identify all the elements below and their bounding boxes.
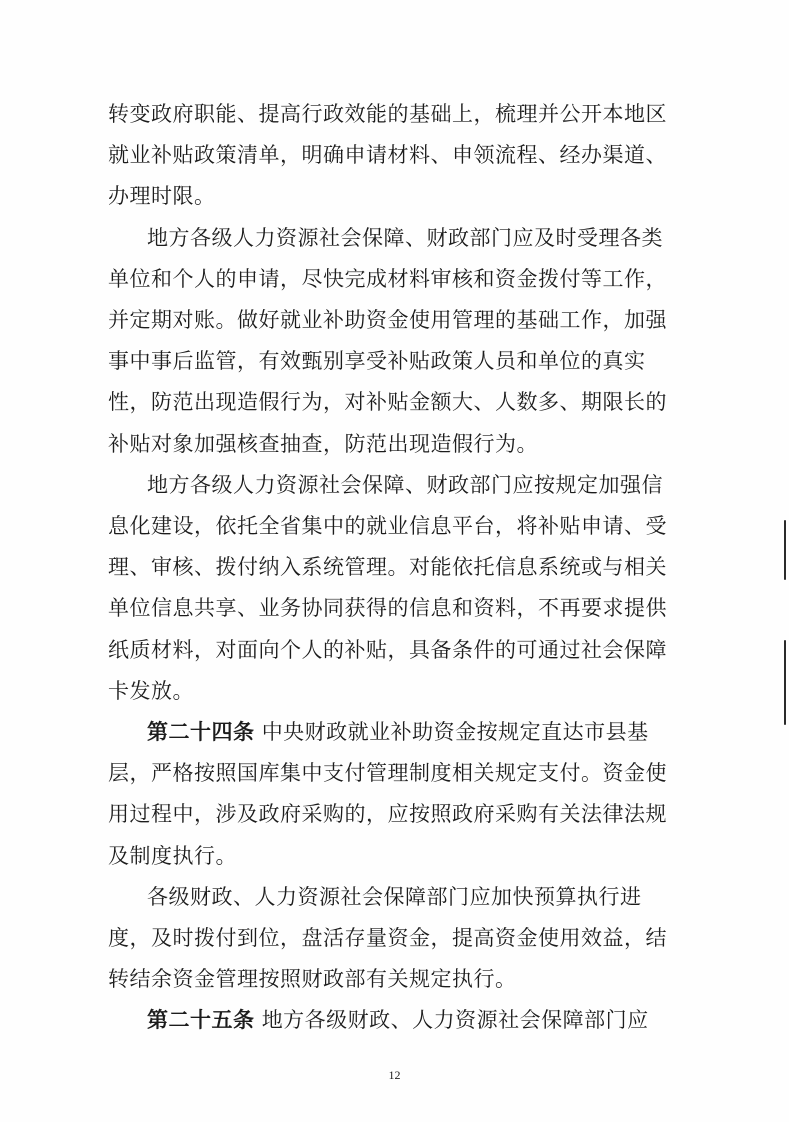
paragraph-line: 地方各级人力资源社会保障、财政部门应及时受理各类 xyxy=(147,226,663,250)
article-24-first-line xyxy=(147,719,673,745)
paragraph-line: 事中事后监管，有效甄别享受补贴政策人员和单位的真实 xyxy=(108,349,646,373)
paragraph-line: 地方各级财政、人力资源社会保障部门应 xyxy=(261,1008,649,1032)
paragraph-line: 补贴对象加强核查抽查，防范出现造假行为。 xyxy=(108,432,538,456)
paragraph-line: 单位和个人的申请，尽快完成材料审核和资金拨付等工作， xyxy=(108,267,667,291)
article-24-heading: 第二十四条 xyxy=(147,719,255,744)
paragraph-line: 性，防范出现造假行为，对补贴金额大、人数多、期限长的 xyxy=(108,390,667,414)
paragraph-line: 并定期对账。做好就业补助资金使用管理的基础工作，加强 xyxy=(108,308,667,332)
article-25-heading: 第二十五条 xyxy=(147,1007,255,1032)
paragraph-line: 各级财政、人力资源社会保障部门应加快预算执行进 xyxy=(147,885,642,909)
paragraph-line: 纸质材料，对面向个人的补贴，具备条件的可通过社会保障 xyxy=(108,638,667,662)
paragraph-line: 度，及时拨付到位，盘活存量资金，提高资金使用效益，结 xyxy=(108,926,667,950)
paragraph-line: 单位信息共享、业务协同获得的信息和资料，不再要求提供 xyxy=(108,596,667,620)
paragraph-line: 转变政府职能、提高行政效能的基础上，梳理并公开本地区 xyxy=(108,102,667,126)
paragraph-line: 层，严格按照国库集中支付管理制度相关规定支付。资金使 xyxy=(108,761,667,785)
paragraph-line: 办理时限。 xyxy=(108,184,216,208)
paragraph-line: 中央财政就业补助资金按规定直达市县基 xyxy=(261,720,649,744)
scan-edge-mark xyxy=(784,640,786,725)
paragraph-line: 卡发放。 xyxy=(108,679,194,703)
paragraph-line: 息化建设，依托全省集中的就业信息平台，将补贴申请、受 xyxy=(108,514,667,538)
paragraph-line: 就业补贴政策清单，明确申请材料、申领流程、经办渠道、 xyxy=(108,143,667,167)
paragraph-line: 理、审核、拨付纳入系统管理。对能依托信息系统或与相关 xyxy=(108,555,667,579)
paragraph-line: 用过程中，涉及政府采购的，应按照政府采购有关法律法规 xyxy=(108,802,667,826)
page-number: 12 xyxy=(388,1068,401,1082)
paragraph-line: 地方各级人力资源社会保障、财政部门应按规定加强信 xyxy=(147,473,663,497)
paragraph-line: 及制度执行。 xyxy=(108,844,237,868)
paragraph-line: 转结余资金管理按照财政部有关规定执行。 xyxy=(108,967,517,991)
article-25-first-line xyxy=(147,1007,673,1033)
scan-edge-mark xyxy=(784,520,786,580)
